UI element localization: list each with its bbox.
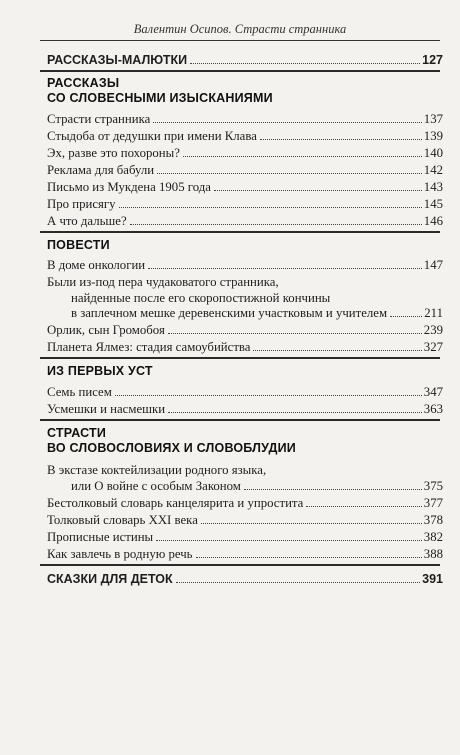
dot-leader — [157, 173, 422, 174]
entry-title: Орлик, сын Громобоя — [47, 323, 165, 337]
page-number: 378 — [423, 513, 443, 527]
dot-leader — [190, 63, 420, 64]
dot-leader — [244, 489, 422, 490]
toc-entry-skazki[interactable] — [47, 572, 443, 586]
page-number: 139 — [423, 129, 443, 143]
page-number: 143 — [423, 180, 443, 194]
page-number: 145 — [423, 197, 443, 211]
dot-leader — [306, 506, 421, 507]
dot-leader — [168, 333, 422, 334]
toc-entry[interactable] — [47, 258, 443, 272]
dot-leader — [115, 395, 422, 396]
toc-entry[interactable] — [47, 402, 443, 416]
page-number: 388 — [423, 547, 443, 561]
section-heading: РАССКАЗЫ — [47, 76, 120, 90]
dot-leader — [196, 557, 422, 558]
entry-title: Планета Ялмез: стадия самоубийства — [47, 340, 251, 354]
toc-entry[interactable] — [71, 479, 443, 493]
section-heading: СТРАСТИ — [47, 426, 107, 440]
toc-entry[interactable] — [47, 180, 443, 194]
header-rule — [40, 40, 440, 41]
dot-leader — [260, 139, 422, 140]
dot-leader — [156, 540, 422, 541]
page-number: 146 — [423, 214, 443, 228]
dot-leader — [176, 582, 420, 583]
page-number: 137 — [423, 112, 443, 126]
entry-title: или О войне с особым Законом — [71, 479, 241, 493]
page-number: 363 — [423, 402, 443, 416]
entry-title: Семь писем — [47, 385, 112, 399]
entry-title: Прописные истины — [47, 530, 154, 544]
page-number: 127 — [422, 53, 443, 67]
entry-title: В доме онкологии — [47, 258, 146, 272]
toc-entry[interactable] — [47, 197, 443, 211]
page-number: 375 — [423, 479, 443, 493]
toc-entry[interactable] — [47, 496, 443, 510]
page-number: 239 — [423, 323, 443, 337]
entry-title: Реклама для бабули — [47, 163, 155, 177]
toc-entry[interactable] — [47, 340, 443, 354]
section-rule — [40, 70, 440, 72]
dot-leader — [119, 207, 422, 208]
page-number: 140 — [423, 146, 443, 160]
page-number: 347 — [423, 385, 443, 399]
entry-title: А что дальше? — [47, 214, 127, 228]
entry-title-line: В экстазе коктейлизации родного языка, — [47, 463, 267, 477]
entry-title: Страсти странника — [47, 112, 151, 126]
toc-entry[interactable] — [47, 547, 443, 561]
section-heading: ВО СЛОВОСЛОВИЯХ И СЛОВОБЛУДИИ — [47, 441, 296, 455]
section-rule — [40, 231, 440, 233]
toc-entry-rasskazy-malyutki[interactable] — [47, 53, 443, 67]
page-number: 327 — [423, 340, 443, 354]
section-heading: СО СЛОВЕСНЫМИ ИЗЫСКАНИЯМИ — [47, 91, 273, 105]
toc-section-title: СКАЗКИ ДЛЯ ДЕТОК — [47, 572, 173, 586]
page-number: 211 — [424, 306, 443, 320]
dot-leader — [201, 523, 422, 524]
section-rule — [40, 357, 440, 359]
dot-leader — [168, 412, 422, 413]
entry-title: Бестолковый словарь канцелярита и упростита — [47, 496, 304, 510]
running-header: Валентин Осипов. Страсти странника — [133, 22, 347, 36]
page-number: 147 — [423, 258, 443, 272]
toc-entry[interactable] — [71, 306, 443, 320]
section-heading: ИЗ ПЕРВЫХ УСТ — [47, 364, 153, 378]
dot-leader — [183, 156, 422, 157]
dot-leader — [390, 316, 422, 317]
page-number: 391 — [422, 572, 443, 586]
entry-title: Толковый словарь XXI века — [47, 513, 198, 527]
dot-leader — [214, 190, 422, 191]
entry-title: Стыдоба от дедушки при имени Клава — [47, 129, 257, 143]
toc-entry[interactable] — [47, 513, 443, 527]
toc-entry[interactable] — [47, 163, 443, 177]
entry-title: Как завлечь в родную речь — [47, 547, 193, 561]
toc-entry[interactable] — [47, 530, 443, 544]
entry-title: Эх, разве это похороны? — [47, 146, 180, 160]
page-number: 142 — [423, 163, 443, 177]
entry-title: Письмо из Мукдена 1905 года — [47, 180, 211, 194]
dot-leader — [153, 122, 422, 123]
entry-title: в заплечном мешке деревенскими участковым и учителем — [71, 306, 388, 320]
section-rule — [40, 564, 440, 566]
toc-entry[interactable] — [47, 129, 443, 143]
dot-leader — [253, 350, 421, 351]
toc-entry[interactable] — [47, 323, 443, 337]
page-number: 382 — [423, 530, 443, 544]
entry-title: Усмешки и насмешки — [47, 402, 166, 416]
toc-entry[interactable] — [47, 385, 443, 399]
toc-entry[interactable] — [47, 112, 443, 126]
toc-entry[interactable] — [47, 146, 443, 160]
dot-leader — [148, 268, 422, 269]
entry-title-line: найденные после его скоропостижной кончины — [71, 291, 331, 305]
entry-title-line: Были из-под пера чудаковатого странника, — [47, 275, 279, 289]
toc-section-title: РАССКАЗЫ-МАЛЮТКИ — [47, 53, 188, 67]
entry-title: Про присягу — [47, 197, 116, 211]
section-heading: ПОВЕСТИ — [47, 238, 110, 252]
toc-entry[interactable] — [47, 214, 443, 228]
page-number: 377 — [423, 496, 443, 510]
dot-leader — [130, 224, 422, 225]
section-rule — [40, 419, 440, 421]
